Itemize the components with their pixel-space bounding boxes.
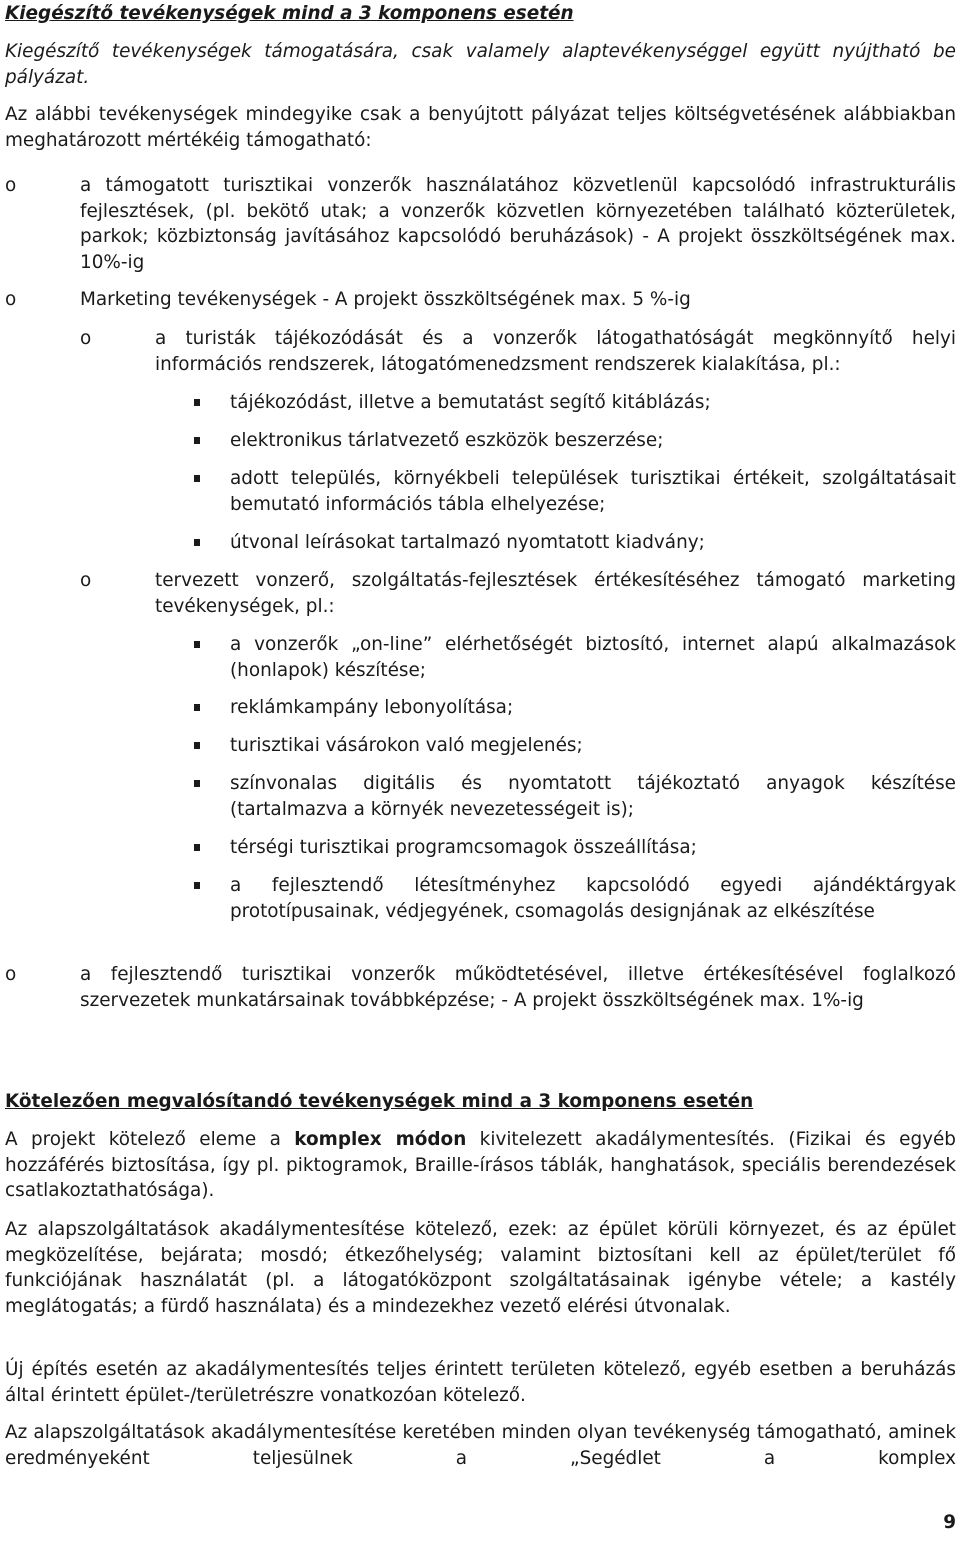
list-item (5, 287, 956, 313)
square-bullet-text: tájékozódást, illetve a bemutatást segítő kitáblázás; (230, 392, 711, 413)
bullet-o: o (5, 289, 17, 310)
square-bullet-item (155, 873, 956, 924)
p1-text-after: kivitelezett akadálymentesítés. (Fizikai és egyéb hozzáférés biztosítása, így pl. piktogramok, Braille-írásos táblák, hanghatások, speciális berendezések csatlakoztathatósága). (5, 1129, 956, 1201)
bullet-o: o (5, 964, 17, 985)
sublist-item-text: tervezett vonzerő, szolgáltatás-fejlesztések értékesítéséhez támogató marketing tevékenységek, pl.: (155, 570, 956, 617)
p1-bold-text: komplex módon (294, 1129, 467, 1150)
list-item (5, 962, 956, 1013)
page-number: 9 (943, 1512, 956, 1533)
square-bullet-icon (194, 399, 200, 406)
square-bullet-icon (194, 704, 200, 711)
square-bullet-item (155, 428, 956, 454)
square-bullet-text: reklámkampány lebonyolítása; (230, 697, 514, 718)
square-bullet-icon (194, 641, 200, 648)
bullet-o: o (80, 328, 92, 349)
section1-intro-italic: Kiegészítő tevékenységek támogatására, csak valamely alaptevékenységgel együtt nyújtható be pályázat. (5, 41, 956, 88)
square-bullet-item (155, 695, 956, 721)
square-bullet-item (155, 390, 956, 416)
bullet-o: o (80, 570, 92, 591)
square-bullet-icon (194, 742, 200, 749)
section2-title: Kötelezően megvalósítandó tevékenységek mind a 3 komponens esetén (5, 1091, 754, 1112)
square-bullet-item (155, 466, 956, 517)
square-bullet-text: turisztikai vásárokon való megjelenés; (230, 735, 583, 756)
square-bullet-item (155, 632, 956, 683)
square-bullet-item (155, 835, 956, 861)
section2-paragraph-4: Az alapszolgáltatások akadálymentesítése keretében minden olyan tevékenység támogatható, aminek eredményeként teljesülnek a „Segédlet a komplex (5, 1422, 956, 1469)
square-bullet-icon (194, 882, 200, 889)
square-bullet-icon (194, 475, 200, 482)
square-bullet-text: adott település, környékbeli települések turisztikai értékeit, szolgáltatásait bemutató információs tábla elhelyezése; (230, 468, 956, 515)
square-bullet-text: színvonalas digitális és nyomtatott tájékoztató anyagok készítése (tartalmazva a környék nevezetességeit is); (230, 773, 956, 820)
square-bullet-icon (194, 780, 200, 787)
square-bullet-text: útvonal leírásokat tartalmazó nyomtatott kiadvány; (230, 532, 705, 553)
sublist-item (80, 568, 956, 619)
square-bullet-icon (194, 437, 200, 444)
sublist-item-text: a turisták tájékozódását és a vonzerők látogathatóságát megkönnyítő helyi információs rendszerek, látogatómenedzsment rendszerek kialakítása, pl.: (155, 328, 956, 375)
section1-intro: Az alábbi tevékenységek mindegyike csak a benyújtott pályázat teljes költségvetésének alábbiakban meghatározott mértékéig támogatható: (5, 104, 956, 151)
square-bullet-icon (194, 539, 200, 546)
list-item (5, 173, 956, 275)
list-item-text: Marketing tevékenységek - A projekt összköltségének max. 5 %-ig (80, 289, 691, 310)
section1-title: Kiegészítő tevékenységek mind a 3 komponens esetén (5, 3, 574, 24)
square-bullet-item (155, 530, 956, 556)
square-bullet-text: a vonzerők „on-line” elérhetőségét biztosító, internet alapú alkalmazások (honlapok) készítése; (230, 634, 956, 681)
section2-paragraph-2: Az alapszolgáltatások akadálymentesítése kötelező, ezek: az épület körüli környezet, és az épület megközelítése, bejárata; mosdó; étkezőhelység; valamint biztosítani kell az épület/terület fő funkciójának használatát (pl. a látogatóközpont szolgáltatásainak igénybe vétele; a kastély meglátogatás; a fürdő használata) és a mindezekhez vezető elérési útvonalak. (5, 1219, 956, 1317)
section2-paragraph-3: Új építés esetén az akadálymentesítés teljes érintett területen kötelező, egyéb esetben a beruházás által érintett épület-/területrészre vonatkozóan kötelező. (5, 1359, 956, 1406)
square-bullet-text: elektronikus tárlatvezető eszközök beszerzése; (230, 430, 664, 451)
p1-text-before: A projekt kötelező eleme a (5, 1129, 295, 1150)
square-bullet-icon (194, 844, 200, 851)
section2-paragraph-1 (5, 1127, 956, 1204)
square-bullet-item (155, 771, 956, 822)
bullet-o: o (5, 175, 17, 196)
square-bullet-text: a fejlesztendő létesítményhez kapcsolódó egyedi ajándéktárgyak prototípusainak, védjegyének, csomagolás designjának az elkészítése (230, 875, 956, 922)
square-bullet-item (155, 733, 956, 759)
square-bullet-text: térségi turisztikai programcsomagok összeállítása; (230, 837, 697, 858)
list-item-text: a támogatott turisztikai vonzerők használatához közvetlenül kapcsolódó infrastrukturális fejlesztések, (pl. bekötő utak; a vonzerők közvetlen környezetében található közterületek, parkok; közbiztonság javításához kapcsolódó beruházások) - A projekt összköltségének max. 10%-ig (80, 175, 956, 273)
list-item-text: a fejlesztendő turisztikai vonzerők működtetésével, illetve értékesítésével foglalkozó szervezetek munkatársainak továbbképzése; - A projekt összköltségének max. 1%-ig (80, 964, 956, 1011)
sublist-item (80, 326, 956, 377)
